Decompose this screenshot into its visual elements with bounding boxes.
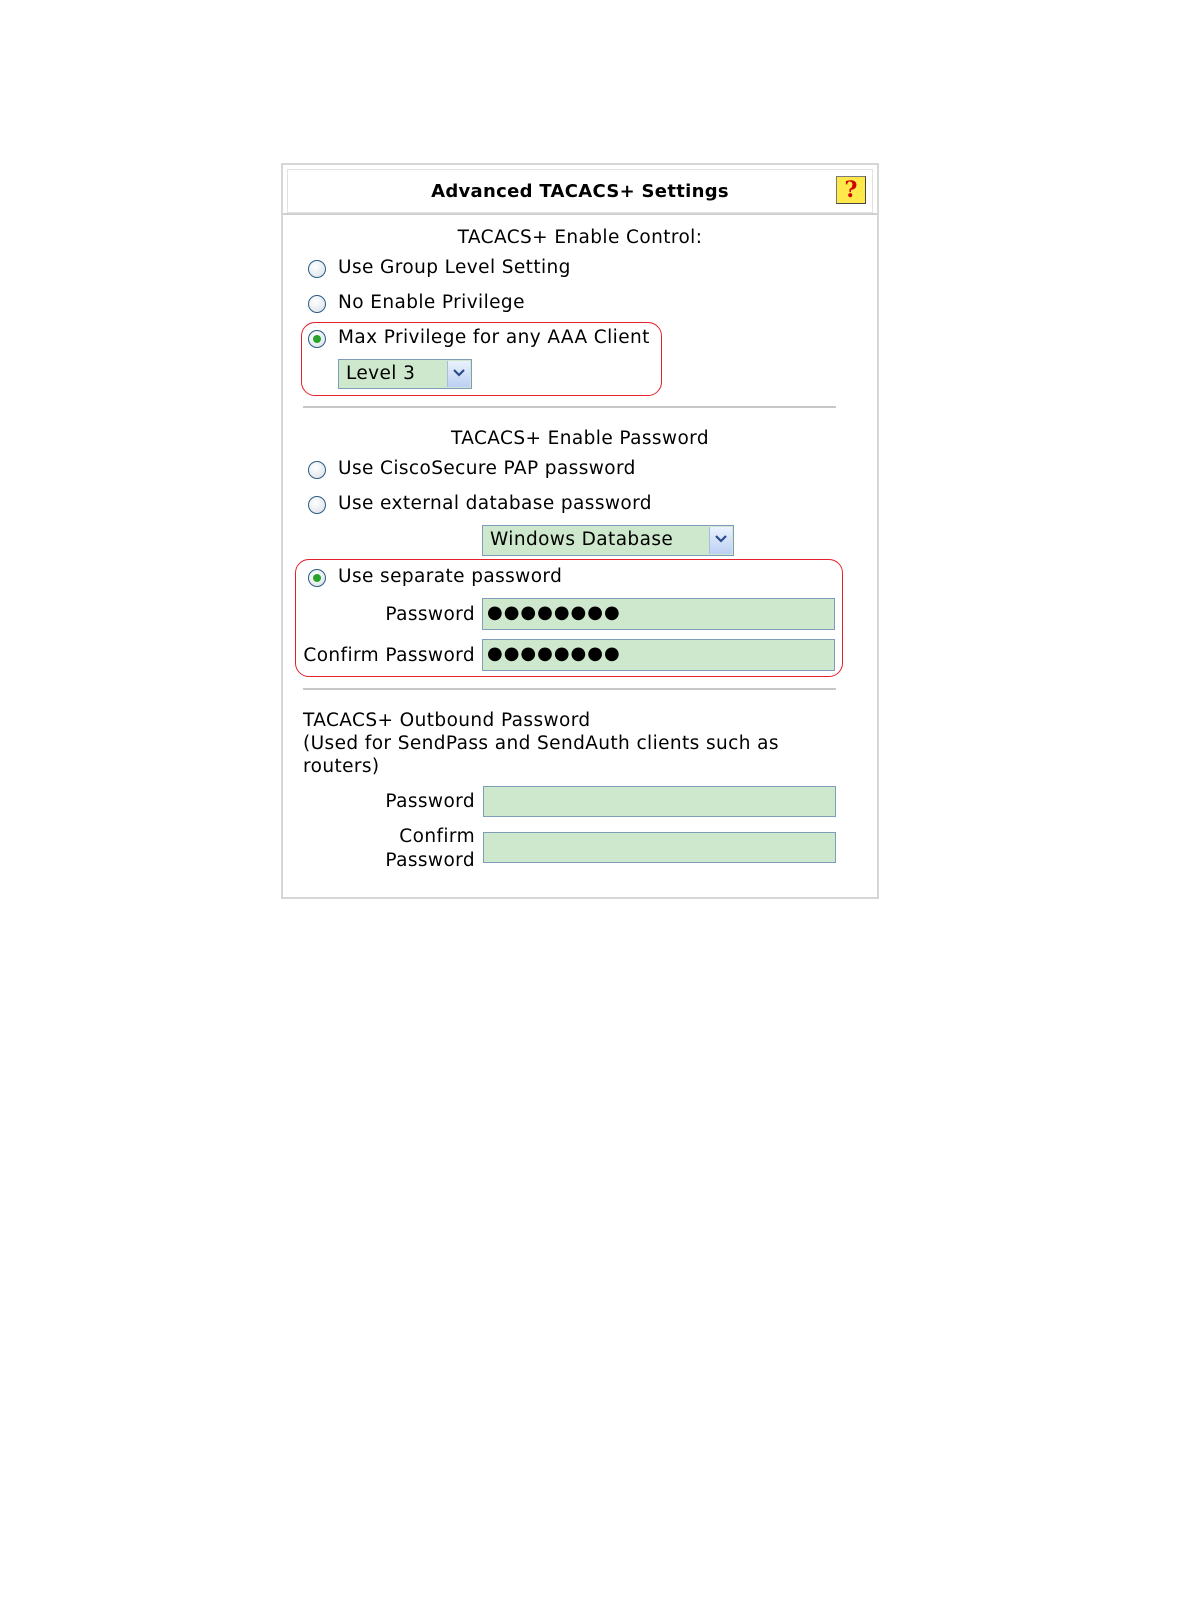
outbound-password-title: TACACS+ Outbound Password xyxy=(303,710,591,731)
enable-control-title: TACACS+ Enable Control: xyxy=(457,227,703,248)
section-divider xyxy=(303,406,836,408)
outbound-password-description: (Used for SendPass and SendAuth clients such as xyxy=(303,733,779,754)
label-no-enable-privilege: No Enable Privilege xyxy=(338,292,525,313)
level-select[interactable] xyxy=(338,359,472,389)
enable-confirm-password-input[interactable]: ●●●●●●●● xyxy=(482,639,835,671)
outbound-confirm-input[interactable] xyxy=(483,832,836,863)
panel-title: Advanced TACACS+ Settings xyxy=(431,181,729,202)
radio-use-group-level[interactable] xyxy=(308,260,326,278)
outbound-confirm-label: Confirm xyxy=(399,826,475,847)
label-external-database: Use external database password xyxy=(338,493,652,514)
outbound-confirm-label-cont: Password xyxy=(385,850,475,871)
advanced-tacacs-settings-panel xyxy=(281,163,879,899)
enable-password-label: Password xyxy=(385,604,475,625)
radio-separate-password[interactable] xyxy=(308,569,326,587)
chevron-down-icon[interactable] xyxy=(447,361,470,387)
label-use-group-level: Use Group Level Setting xyxy=(338,257,571,278)
level-select-value: Level 3 xyxy=(346,363,416,384)
outbound-password-description-cont: routers) xyxy=(303,756,380,777)
radio-no-enable-privilege[interactable] xyxy=(308,295,326,313)
label-max-privilege: Max Privilege for any AAA Client xyxy=(338,327,650,348)
database-select[interactable] xyxy=(482,525,734,556)
outbound-password-label: Password xyxy=(385,791,475,812)
section-divider xyxy=(303,688,836,690)
enable-password-title: TACACS+ Enable Password xyxy=(451,428,709,449)
database-select-value: Windows Database xyxy=(490,529,674,550)
radio-external-database[interactable] xyxy=(308,496,326,514)
header-divider xyxy=(283,213,877,215)
enable-confirm-password-label: Confirm Password xyxy=(303,645,475,666)
chevron-down-icon[interactable] xyxy=(709,527,732,554)
radio-ciscosecure-pap[interactable] xyxy=(308,461,326,479)
panel-header xyxy=(287,169,873,213)
label-ciscosecure-pap: Use CiscoSecure PAP password xyxy=(338,458,636,479)
enable-password-input[interactable]: ●●●●●●●● xyxy=(482,598,835,630)
label-separate-password: Use separate password xyxy=(338,566,563,587)
help-icon[interactable]: ? xyxy=(836,176,866,204)
outbound-password-input[interactable] xyxy=(483,786,836,817)
radio-max-privilege[interactable] xyxy=(308,330,326,348)
